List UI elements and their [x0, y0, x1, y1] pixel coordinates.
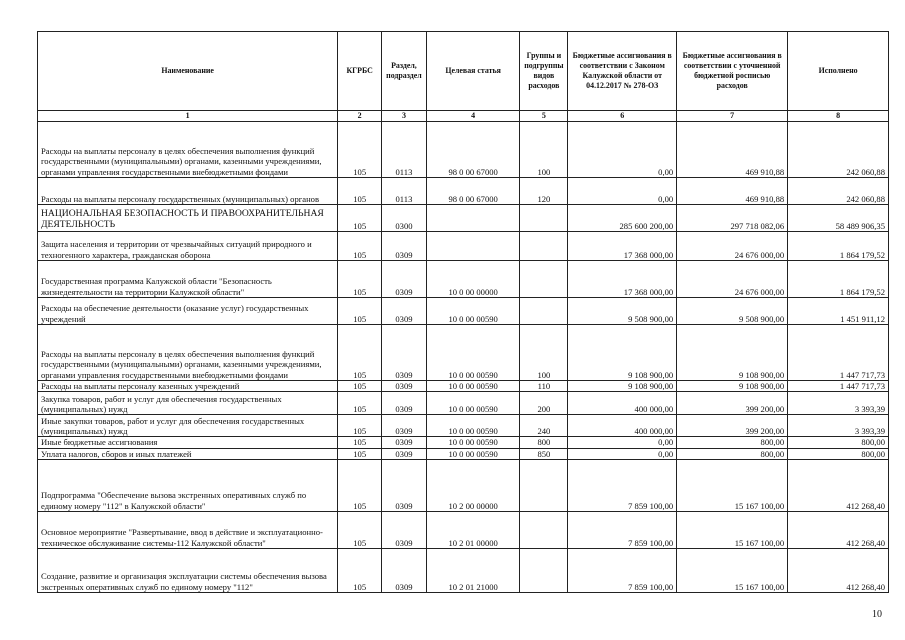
row-executed-cell: 3 393,39 — [788, 392, 889, 415]
row-updated-cell: 399 200,00 — [677, 392, 788, 415]
column-number: 4 — [426, 111, 520, 122]
column-number: 3 — [382, 111, 427, 122]
row-target-cell: 10 0 00 00590 — [426, 437, 520, 448]
row-updated-cell: 297 718 082,06 — [677, 205, 788, 232]
row-kgrbs-cell: 105 — [338, 512, 382, 549]
column-number: 8 — [788, 111, 889, 122]
row-group-cell — [520, 261, 568, 298]
row-updated-cell: 24 676 000,00 — [677, 261, 788, 298]
row-name-cell: Иные бюджетные ассигнования — [38, 437, 338, 448]
table-row — [38, 460, 889, 512]
header-group: Группы и подгруппы видов расходов — [520, 32, 568, 111]
column-number: 5 — [520, 111, 568, 122]
header-budget-law: Бюджетные ассигнования в соответствии с Законом Калужской области от 04.12.2017 № 278-ОЗ — [568, 32, 677, 111]
row-target-cell: 10 0 00 00590 — [426, 325, 520, 381]
row-law-cell: 7 859 100,00 — [568, 512, 677, 549]
row-executed-cell: 412 268,40 — [788, 460, 889, 512]
row-executed-cell: 800,00 — [788, 437, 889, 448]
row-group-cell: 110 — [520, 381, 568, 392]
row-group-cell: 200 — [520, 392, 568, 415]
table-row — [38, 381, 889, 392]
row-target-cell: 10 2 01 00000 — [426, 512, 520, 549]
table-row — [38, 178, 889, 205]
row-target-cell: 10 2 01 21000 — [426, 549, 520, 593]
row-executed-cell: 242 060,88 — [788, 178, 889, 205]
budget-table — [37, 31, 889, 593]
row-updated-cell: 15 167 100,00 — [677, 460, 788, 512]
row-section-cell: 0309 — [382, 325, 427, 381]
row-name-cell: Расходы на выплаты персоналу в целях обеспечения выполнения функций государственными (муниципальными) органами, казенными учреждениями, органами управления государственными внебюджетными фондами — [38, 122, 338, 178]
column-number: 1 — [38, 111, 338, 122]
table-row — [38, 512, 889, 549]
row-kgrbs-cell: 105 — [338, 437, 382, 448]
row-section-cell: 0309 — [382, 392, 427, 415]
table-row — [38, 415, 889, 437]
row-name-cell: Расходы на выплаты персоналу государственных (муниципальных) органов — [38, 178, 338, 205]
row-group-cell: 240 — [520, 415, 568, 437]
row-name-cell: Закупка товаров, работ и услуг для обеспечения государственных (муниципальных) нужд — [38, 392, 338, 415]
row-name-cell: Основное мероприятие "Развертывание, ввод в действие и эксплуатационно-техническое обслуживание системы-112 Калужской области" — [38, 512, 338, 549]
row-law-cell: 17 368 000,00 — [568, 261, 677, 298]
row-updated-cell: 800,00 — [677, 448, 788, 459]
row-law-cell: 0,00 — [568, 448, 677, 459]
row-executed-cell: 1 447 717,73 — [788, 325, 889, 381]
table-row — [38, 298, 889, 325]
row-law-cell: 7 859 100,00 — [568, 549, 677, 593]
row-executed-cell: 1 864 179,52 — [788, 261, 889, 298]
row-updated-cell: 800,00 — [677, 437, 788, 448]
row-executed-cell: 1 451 911,12 — [788, 298, 889, 325]
row-group-cell — [520, 549, 568, 593]
row-section-cell: 0309 — [382, 381, 427, 392]
column-number-row — [38, 111, 889, 122]
table-row — [38, 232, 889, 261]
row-executed-cell: 412 268,40 — [788, 549, 889, 593]
row-kgrbs-cell: 105 — [338, 392, 382, 415]
row-section-cell: 0113 — [382, 122, 427, 178]
row-executed-cell: 1 447 717,73 — [788, 381, 889, 392]
row-law-cell: 7 859 100,00 — [568, 460, 677, 512]
row-law-cell: 400 000,00 — [568, 415, 677, 437]
row-kgrbs-cell: 105 — [338, 448, 382, 459]
row-law-cell: 9 508 900,00 — [568, 298, 677, 325]
row-target-cell — [426, 232, 520, 261]
row-group-cell: 120 — [520, 178, 568, 205]
table-row — [38, 549, 889, 593]
row-updated-cell: 9 108 900,00 — [677, 325, 788, 381]
header-name: Наименование — [38, 32, 338, 111]
row-kgrbs-cell: 105 — [338, 549, 382, 593]
row-group-cell — [520, 205, 568, 232]
row-group-cell: 800 — [520, 437, 568, 448]
row-target-cell: 98 0 00 67000 — [426, 178, 520, 205]
row-kgrbs-cell: 105 — [338, 298, 382, 325]
row-executed-cell: 412 268,40 — [788, 512, 889, 549]
row-target-cell: 10 0 00 00590 — [426, 381, 520, 392]
column-number: 6 — [568, 111, 677, 122]
row-section-cell: 0309 — [382, 549, 427, 593]
row-name-cell: Создание, развитие и организация эксплуатации системы обеспечения вызова экстренных оперативных служб по единому номеру "112" — [38, 549, 338, 593]
row-law-cell: 9 108 900,00 — [568, 381, 677, 392]
header-row — [38, 32, 889, 111]
column-number: 2 — [338, 111, 382, 122]
row-name-cell: Государственная программа Калужской области "Безопасность жизнедеятельности на территории Калужской области" — [38, 261, 338, 298]
header-executed: Исполнено — [788, 32, 889, 111]
row-kgrbs-cell: 105 — [338, 460, 382, 512]
row-section-cell: 0309 — [382, 437, 427, 448]
row-group-cell: 100 — [520, 325, 568, 381]
row-group-cell: 100 — [520, 122, 568, 178]
table-row — [38, 205, 889, 232]
row-updated-cell: 24 676 000,00 — [677, 232, 788, 261]
row-target-cell: 10 0 00 00590 — [426, 448, 520, 459]
row-executed-cell: 800,00 — [788, 448, 889, 459]
table-row — [38, 448, 889, 459]
row-executed-cell: 242 060,88 — [788, 122, 889, 178]
row-group-cell: 850 — [520, 448, 568, 459]
row-kgrbs-cell: 105 — [338, 122, 382, 178]
row-section-cell: 0309 — [382, 298, 427, 325]
row-target-cell: 10 0 00 00590 — [426, 392, 520, 415]
row-kgrbs-cell: 105 — [338, 325, 382, 381]
row-name-cell: НАЦИОНАЛЬНАЯ БЕЗОПАСНОСТЬ И ПРАВООХРАНИТЕЛЬНАЯ ДЕЯТЕЛЬНОСТЬ — [38, 205, 338, 232]
row-law-cell: 9 108 900,00 — [568, 325, 677, 381]
row-group-cell — [520, 232, 568, 261]
row-section-cell: 0309 — [382, 512, 427, 549]
row-executed-cell: 3 393,39 — [788, 415, 889, 437]
row-law-cell: 17 368 000,00 — [568, 232, 677, 261]
row-kgrbs-cell: 105 — [338, 415, 382, 437]
header-kgrbs: КГРБС — [338, 32, 382, 111]
row-section-cell: 0300 — [382, 205, 427, 232]
row-executed-cell: 1 864 179,52 — [788, 232, 889, 261]
row-law-cell: 285 600 200,00 — [568, 205, 677, 232]
row-name-cell: Уплата налогов, сборов и иных платежей — [38, 448, 338, 459]
row-kgrbs-cell: 105 — [338, 205, 382, 232]
row-law-cell: 400 000,00 — [568, 392, 677, 415]
header-budget-updated: Бюджетные ассигнования в соответствии с уточненной бюджетной росписью расходов — [677, 32, 788, 111]
row-section-cell: 0309 — [382, 261, 427, 298]
table-row — [38, 325, 889, 381]
row-target-cell: 10 2 00 00000 — [426, 460, 520, 512]
row-target-cell: 10 0 00 00000 — [426, 261, 520, 298]
table-row — [38, 437, 889, 448]
row-target-cell: 10 0 00 00590 — [426, 415, 520, 437]
row-kgrbs-cell: 105 — [338, 178, 382, 205]
page-number: 10 — [872, 609, 882, 620]
row-updated-cell: 9 508 900,00 — [677, 298, 788, 325]
row-name-cell: Подпрограмма "Обеспечение вызова экстренных оперативных служб по единому номеру "112" в Калужской области" — [38, 460, 338, 512]
row-name-cell: Расходы на обеспечение деятельности (оказание услуг) государственных учреждений — [38, 298, 338, 325]
row-updated-cell: 15 167 100,00 — [677, 512, 788, 549]
column-number: 7 — [677, 111, 788, 122]
row-group-cell — [520, 512, 568, 549]
row-section-cell: 0309 — [382, 232, 427, 261]
row-updated-cell: 15 167 100,00 — [677, 549, 788, 593]
table-row — [38, 392, 889, 415]
row-target-cell: 98 0 00 67000 — [426, 122, 520, 178]
row-name-cell: Расходы на выплаты персоналу в целях обеспечения выполнения функций государственными (муниципальными) органами, казенными учреждениями, органами управления государственными внебюджетными фондами — [38, 325, 338, 381]
row-section-cell: 0113 — [382, 178, 427, 205]
row-target-cell: 10 0 00 00590 — [426, 298, 520, 325]
row-updated-cell: 9 108 900,00 — [677, 381, 788, 392]
table-row — [38, 122, 889, 178]
row-updated-cell: 469 910,88 — [677, 122, 788, 178]
row-name-cell: Расходы на выплаты персоналу казенных учреждений — [38, 381, 338, 392]
row-target-cell — [426, 205, 520, 232]
table-body — [38, 122, 889, 593]
header-section: Раздел, подраздел — [382, 32, 427, 111]
row-law-cell: 0,00 — [568, 178, 677, 205]
row-name-cell: Иные закупки товаров, работ и услуг для обеспечения государственных (муниципальных) нужд — [38, 415, 338, 437]
row-law-cell: 0,00 — [568, 122, 677, 178]
row-group-cell — [520, 460, 568, 512]
row-kgrbs-cell: 105 — [338, 381, 382, 392]
row-law-cell: 0,00 — [568, 437, 677, 448]
row-section-cell: 0309 — [382, 460, 427, 512]
row-name-cell: Защита населения и территории от чрезвычайных ситуаций природного и техногенного характера, гражданская оборона — [38, 232, 338, 261]
row-executed-cell: 58 489 906,35 — [788, 205, 889, 232]
row-kgrbs-cell: 105 — [338, 232, 382, 261]
row-kgrbs-cell: 105 — [338, 261, 382, 298]
row-updated-cell: 469 910,88 — [677, 178, 788, 205]
header-target: Целевая статья — [426, 32, 520, 111]
row-group-cell — [520, 298, 568, 325]
table-row — [38, 261, 889, 298]
row-updated-cell: 399 200,00 — [677, 415, 788, 437]
row-section-cell: 0309 — [382, 448, 427, 459]
row-section-cell: 0309 — [382, 415, 427, 437]
